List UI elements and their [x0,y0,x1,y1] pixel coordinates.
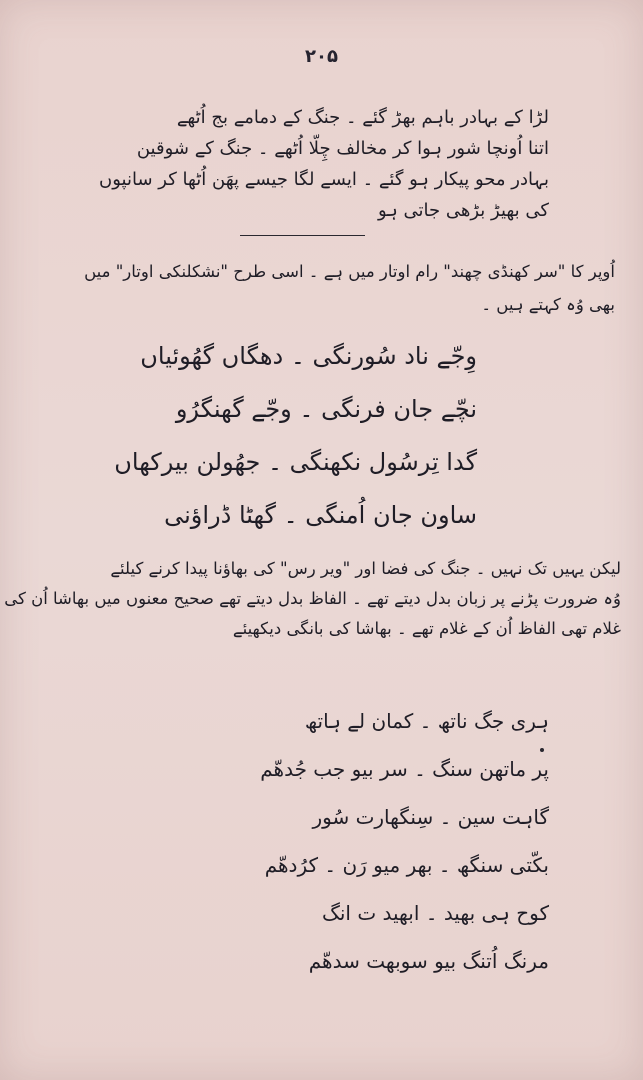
text-line: وُہ ضرورت پڑنے پر زبان بدل دیتے تھے ۔ الفاظ بدل دیتے تھے صحیح معنوں میں بھاشا اُن کی [4,589,621,608]
section-divider [240,235,365,236]
verse-line: گاہت سین ۔ سِنگھارت سُور [312,805,549,829]
text-line: بھی وُہ کہتے ہیں ۔ [481,295,615,314]
verse-line: ساون جان اُمنگی ۔ گھٹا ڈراؤنی [164,501,477,529]
verse-line: پر ماتھن سنگ ۔ سر بیو جب جُدھّم [260,757,549,781]
text-line: لیکن یہیں تک نہیں ۔ جنگ کی فضا اور "ویر رس" کی بھاؤنا پیدا کرنے کیلئے [110,559,621,578]
text-line: بہادر محو پیکار ہو گئے ۔ ایسے لگا جیسے پھَن اُٹھا کر سانپوں [99,169,549,190]
page-number: ۲۰۵ [305,46,338,67]
text-line: اتنا اُونچا شور ہوا کر مخالف چِلّا اُٹھے ۔ جنگ کے شوقین [136,138,549,159]
verse-line: وِجّے ناد سُورنگی ۔ دھگاں گھُوئیاں [140,342,477,370]
text-line: کی بھیڑ بڑھی جاتی ہو [377,200,549,221]
verse-line: نچّے جان فرنگی ۔ وجّے گھنگرُو [175,395,477,423]
verse-1 [114,330,477,542]
text-line: غلام تھی الفاظ اُن کے غلام تھے ۔ بھاشا کی بانگی دیکھیئے [232,619,621,638]
paragraph-1 [79,102,549,226]
verse-line: بکّتی سنگھ ۔ بھر میو رَن ۔ کرُدھّم [264,853,549,877]
text-line: لڑا کے بہادر باہم بھڑ گئے ۔ جنگ کے دمامے بج اُٹھے [176,107,549,128]
text-line: اُوپر کا "سر کھنڈی چھند" رام اوتار میں ہے ۔ اسی طرح "نشکلنکی اوتار" میں [84,262,615,281]
verse-line: گدا تِرسُول نکھنگی ۔ جھُولن بیرکھاں [114,448,477,476]
verse-line: مرنگ اُتنگ بیو سوبھت سدھّم [308,949,549,973]
verse-line: کوح ہی بھید ۔ ابھید ت انگ [321,901,549,925]
paragraph-3 [4,554,621,644]
verse-line: ہری جگ ناتھ ۔ کمان لے ہاتھ [304,709,549,733]
paragraph-2 [15,255,615,321]
verse-2 [149,697,549,985]
